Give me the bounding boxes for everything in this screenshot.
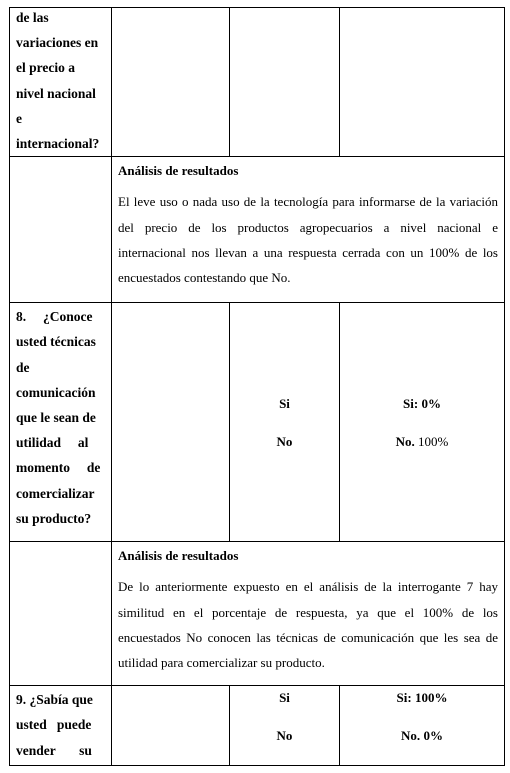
table-row-q9: [10, 686, 505, 766]
results-cell: [340, 8, 505, 157]
result-si: [340, 394, 504, 414]
question-line: su producto?: [16, 510, 92, 526]
analysis-title: Análisis de resultados: [118, 548, 239, 564]
options-cell: [230, 303, 340, 542]
analysis-body: El leve uso o nada uso de la tecnología para informarse de la variación del precio de los productos agropecuarios a nivel nacional e internacional nos llevan a una respuesta cerrada con un 100% de los encuestados contestando que No.: [118, 194, 498, 286]
result-label: Si:: [403, 396, 419, 412]
result-no: [340, 726, 504, 746]
empty-cell: [112, 303, 230, 542]
empty-cell: [10, 157, 112, 303]
result-label: No.: [395, 434, 415, 450]
options-cell: [230, 686, 340, 766]
question-cell: [10, 686, 112, 766]
result-no: [340, 432, 504, 452]
result-label: Si:: [396, 690, 412, 706]
table-row-analysis-8: [10, 542, 505, 686]
question-line: 8. ¿Conoce: [16, 309, 93, 325]
question-line: internacional?: [16, 136, 100, 152]
question-line: e: [16, 110, 22, 126]
result-value: 0%: [421, 396, 441, 412]
analysis-title: Análisis de resultados: [118, 163, 239, 179]
results-cell: [340, 686, 505, 766]
options-cell: [230, 8, 340, 157]
question-line: nivel nacional: [16, 85, 96, 101]
question-line: de las: [16, 10, 49, 25]
empty-cell: [112, 686, 230, 766]
question-line: comunicación: [16, 384, 96, 400]
empty-cell: [10, 542, 112, 686]
analysis-cell: [112, 542, 505, 686]
question-line: usted técnicas: [16, 334, 96, 350]
question-cell: [10, 8, 112, 157]
question-line: comercializar: [16, 485, 95, 501]
option-no: No: [276, 434, 293, 450]
option-no: No: [276, 728, 293, 744]
question-line: que le sean de: [16, 410, 96, 426]
result-value: 100%: [418, 434, 449, 450]
result-label: No.: [401, 728, 421, 744]
analysis-cell: [112, 157, 505, 303]
result-si: [340, 688, 504, 708]
option-si: Si: [279, 690, 290, 706]
question-line: el precio a: [16, 60, 75, 76]
option-si: Si: [279, 396, 290, 412]
result-value: 100%: [414, 690, 448, 706]
survey-table: [9, 7, 505, 766]
question-line: variaciones en: [16, 35, 99, 51]
table-row-q8: [10, 303, 505, 542]
table-row-q7: [10, 8, 505, 157]
question-line: usted puede: [16, 717, 92, 733]
question-cell: [10, 303, 112, 542]
result-value: 0%: [423, 728, 443, 744]
question-line: vender su: [16, 742, 92, 758]
question-line: 9. ¿Sabía que: [16, 692, 93, 708]
question-line: momento de: [16, 460, 101, 476]
analysis-body: De lo anteriormente expuesto en el análisis de la interrogante 7 hay similitud en el porcentaje de respuesta, ya que el 100% de los encuestados No conocen las técnicas de comunicación que les sea de utilidad para comercializar su producto.: [118, 579, 498, 671]
question-line: utilidad al: [16, 435, 89, 451]
question-line: de: [16, 359, 30, 375]
table-row-analysis-7: [10, 157, 505, 303]
empty-cell: [112, 8, 230, 157]
results-cell: [340, 303, 505, 542]
